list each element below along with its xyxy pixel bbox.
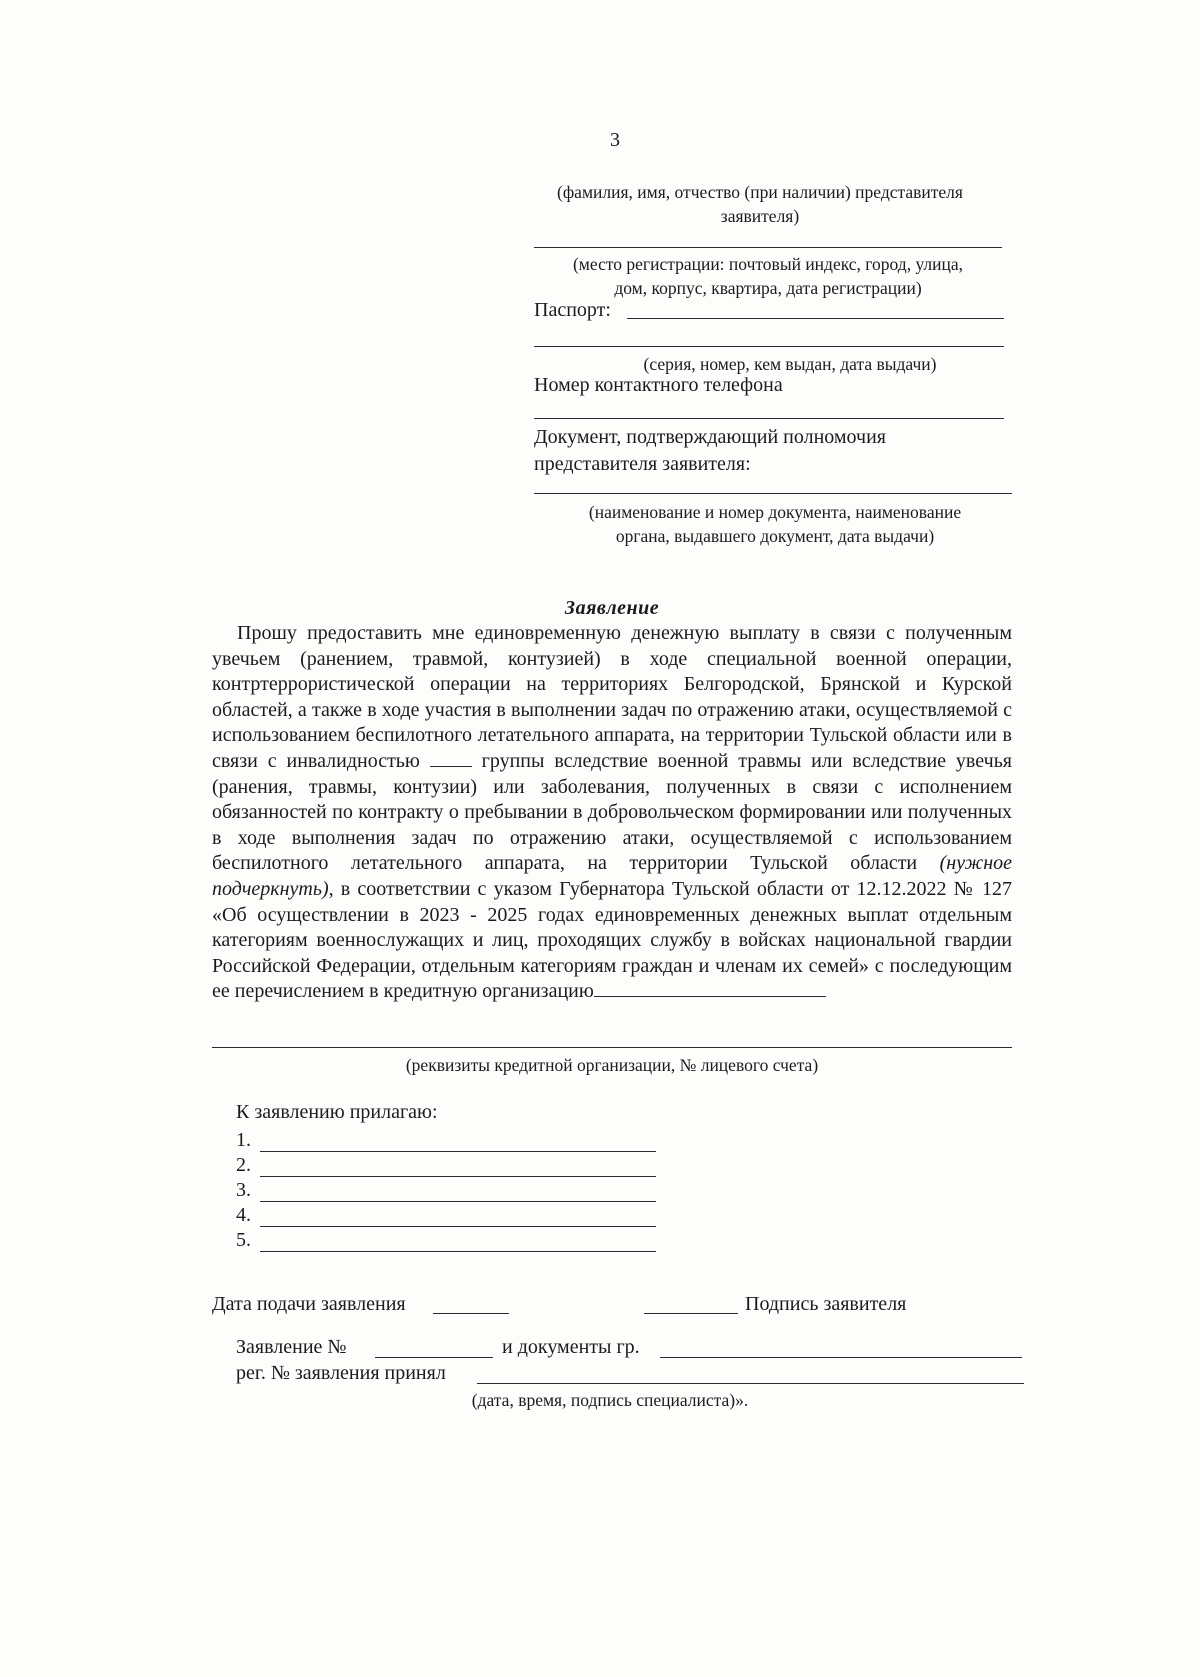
registration-accepted-field[interactable]	[477, 1383, 1024, 1384]
statement-title: Заявление	[564, 597, 660, 619]
disability-group-field[interactable]	[430, 766, 472, 767]
attachment-row	[236, 1153, 656, 1177]
page-number: 3	[610, 129, 620, 151]
attachment-field[interactable]	[260, 1158, 656, 1177]
registration-caption-1: (место регистрации: почтовый индекс, город, улица,	[572, 254, 964, 274]
statement-number-field[interactable]	[375, 1357, 493, 1358]
registration-accepted-label: рег. № заявления принял	[236, 1362, 446, 1384]
attachment-field[interactable]	[260, 1133, 656, 1152]
bank-details-line[interactable]	[212, 1047, 1012, 1048]
attachment-number: 1.	[236, 1129, 251, 1151]
rep-name-caption-1: (фамилия, имя, отчество (при наличии) представителя	[557, 182, 963, 202]
signature-label: Подпись заявителя	[745, 1293, 907, 1315]
attachment-row	[236, 1228, 656, 1252]
attachments-label: К заявлению прилагаю:	[236, 1101, 438, 1123]
attachment-row	[236, 1178, 656, 1202]
registration-caption-2: дом, корпус, квартира, дата регистрации)	[614, 278, 922, 298]
statement-number-label: Заявление №	[236, 1336, 347, 1358]
authority-caption-1: (наименование и номер документа, наименование	[588, 502, 962, 522]
authority-label-1: Документ, подтверждающий полномочия	[534, 426, 886, 448]
phone-field-line[interactable]	[534, 418, 1004, 419]
passport-field-line-2[interactable]	[534, 346, 1004, 347]
documents-name-field[interactable]	[660, 1357, 1022, 1358]
attachment-row	[236, 1128, 656, 1152]
rep-name-caption-2: заявителя)	[720, 206, 800, 226]
passport-field-line-1[interactable]	[627, 318, 1004, 319]
attachment-number: 5.	[236, 1229, 251, 1251]
statement-text-italic: (нужное подчеркнуть)	[212, 852, 1012, 900]
bank-caption: (реквизиты кредитной организации, № лицевого счета)	[405, 1055, 819, 1075]
attachment-field[interactable]	[260, 1233, 656, 1252]
authority-caption-2: органа, выдавшего документ, дата выдачи)	[615, 526, 935, 546]
phone-label: Номер контактного телефона	[534, 374, 783, 396]
signature-field[interactable]	[644, 1313, 738, 1314]
documents-label: и документы гр.	[502, 1336, 640, 1358]
submit-date-label: Дата подачи заявления	[212, 1293, 406, 1315]
passport-label: Паспорт:	[534, 299, 611, 321]
statement-body	[212, 621, 1012, 1005]
passport-caption: (серия, номер, кем выдан, дата выдачи)	[643, 354, 937, 374]
statement-text-part3: , в соответствии с указом Губернатора Тульской области от 12.12.2022 № 127 «Об осуществлении в 2023 - 2025 годах единовременных денежных выплат отдельным категориям военнослужащих и лиц, проходящих службу в войсках национальной гвардии Российской Федерации, отдельным категориям граждан и членам их семей» с последующим ее перечислением в кредитную организацию	[212, 877, 1012, 1003]
attachment-number: 2.	[236, 1154, 251, 1176]
attachment-field[interactable]	[260, 1183, 656, 1202]
attachment-number: 4.	[236, 1204, 251, 1226]
authority-field-line[interactable]	[534, 493, 1012, 494]
attachment-number: 3.	[236, 1179, 251, 1201]
specialist-caption: (дата, время, подпись специалиста)».	[471, 1390, 749, 1410]
registration-line[interactable]	[534, 247, 1002, 248]
attachment-row	[236, 1203, 656, 1227]
statement-text-part2: группы вследствие военной травмы или вследствие увечья (ранения, травмы, контузии) или заболевания, полученных в связи с исполнением обязанностей по контракту о пребывании в добровольческом формировании или полученных в ходе выполнения задач по отражению атаки, осуществляемой с использованием беспилотного летательного аппарата, на территории Тульской области	[212, 749, 1013, 875]
statement-text-part1: Прошу предоставить мне единовременную денежную выплату в связи с полученным увечьем (ранением, травмой, контузией) в ходе специальной военной операции, контртеррористической операции на территориях Белгородской, Брянской и Курской областей, а также в ходе участия в выполнении задач по отражению атаки, осуществляемой с использованием беспилотного летательного аппарата, на территории Тульской области или в связи с инвалидностью	[212, 622, 1012, 772]
credit-org-field[interactable]	[594, 996, 826, 997]
authority-label-2: представителя заявителя:	[534, 453, 751, 475]
submit-date-field[interactable]	[433, 1313, 509, 1314]
attachment-field[interactable]	[260, 1208, 656, 1227]
